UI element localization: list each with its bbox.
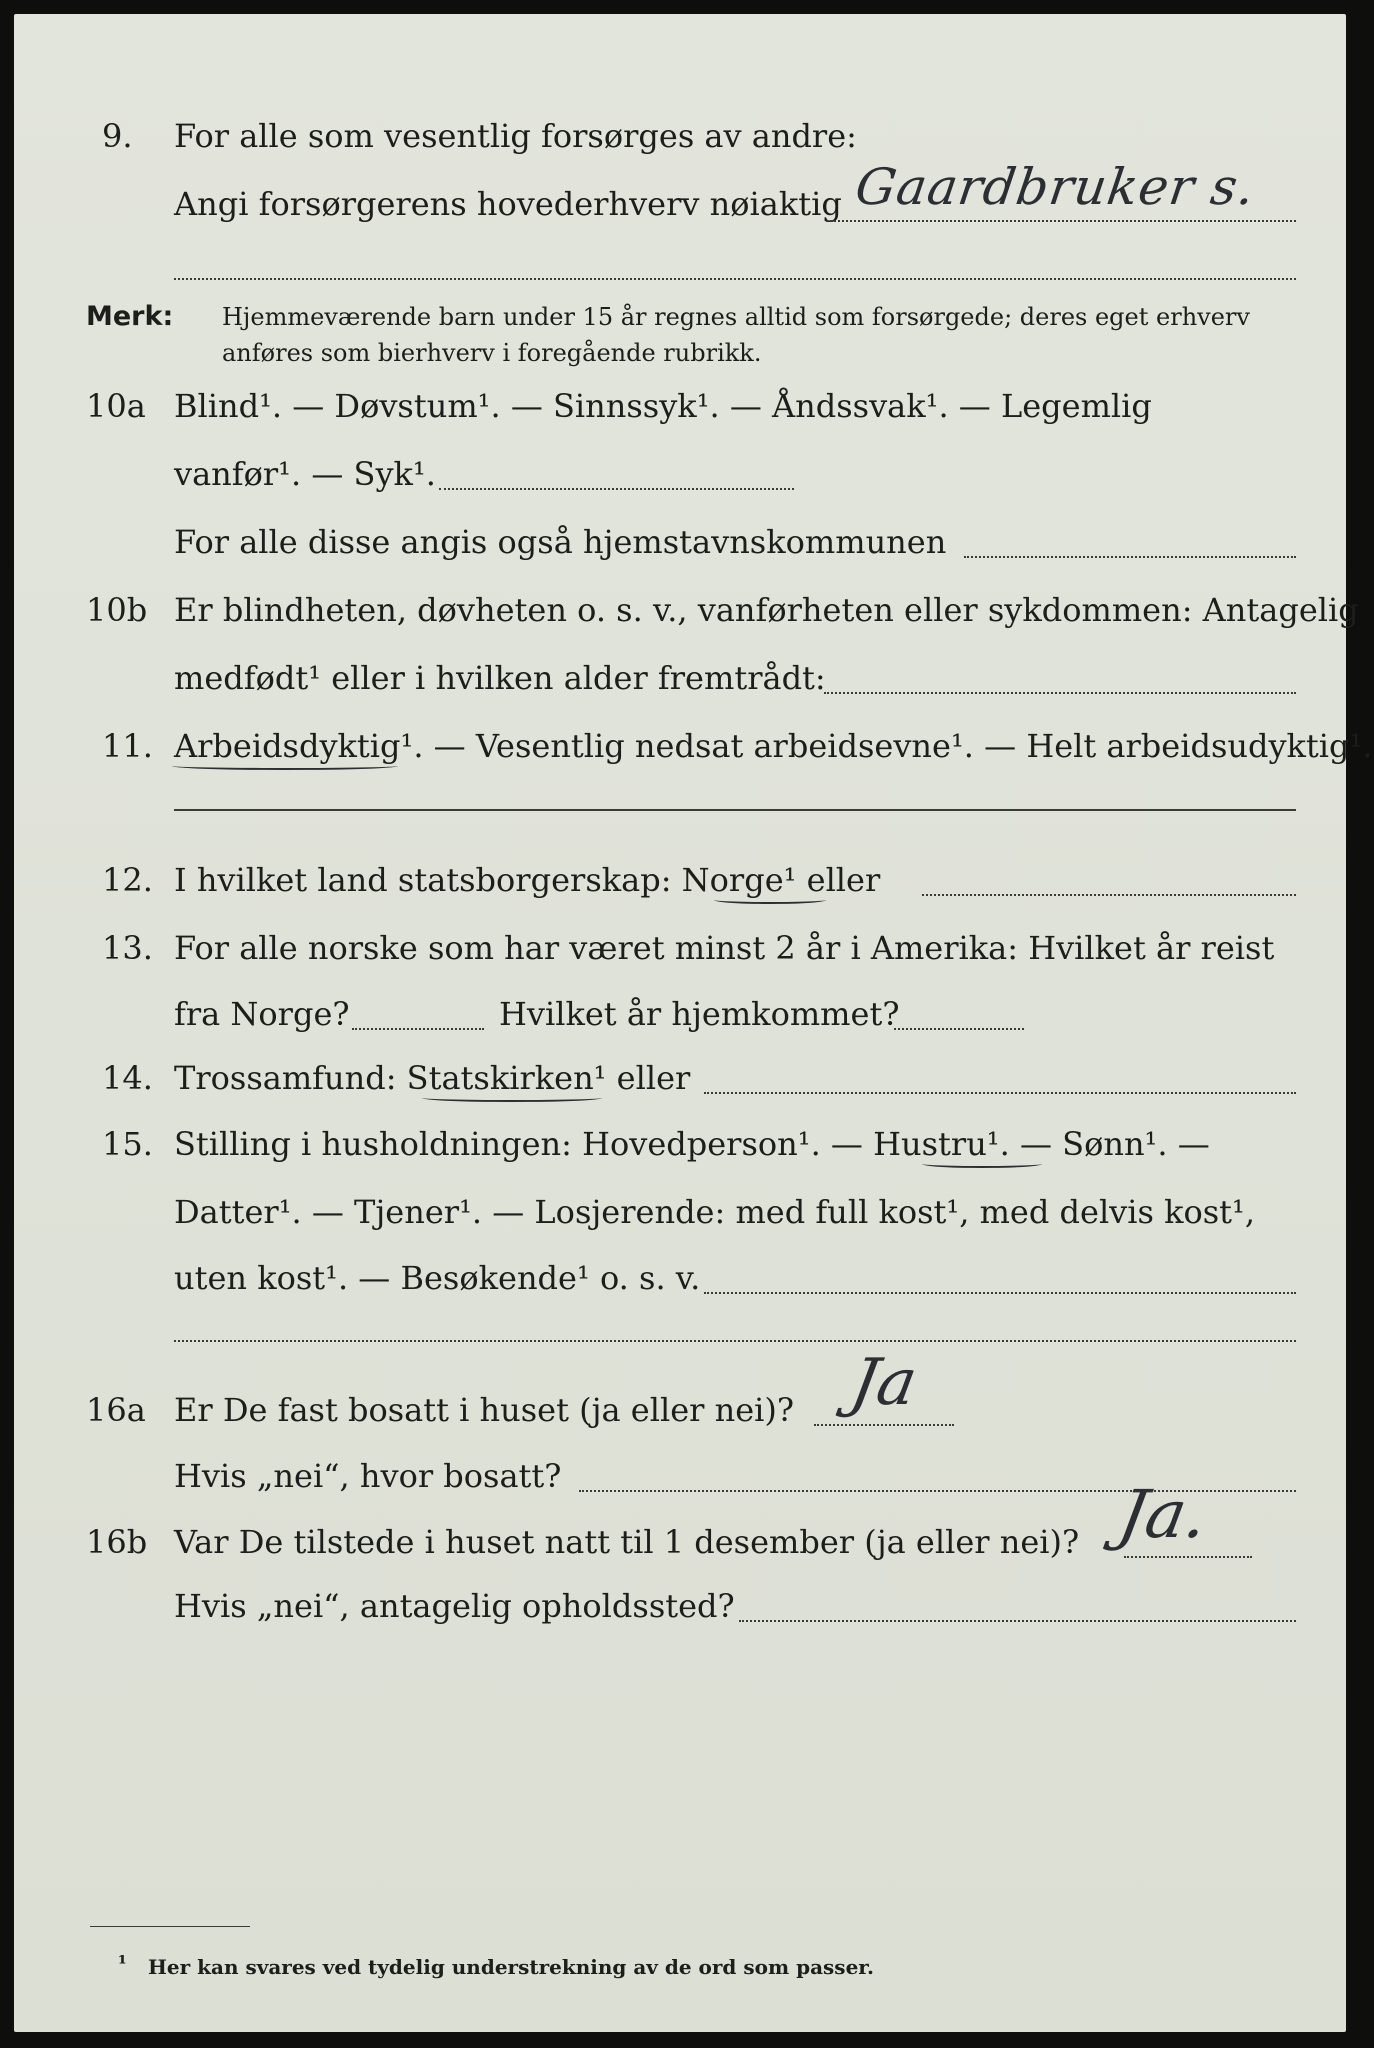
footnote-mark: ¹ (118, 1951, 127, 1975)
q16a-line1: Er De fast bosatt i huset (ja eller nei)? (174, 1391, 795, 1429)
q10a-number: 10a (86, 387, 146, 425)
q16b-line2: Hvis „nei“, antagelig opholdssted? (174, 1587, 735, 1625)
q11-separator-line (174, 809, 1296, 811)
footnote-text: Her kan svares ved tydelig understrekning av de ord som passer. (148, 1955, 874, 1979)
q10a-line1: Blind¹. — Døvstum¹. — Sinnssyk¹. — Åndssvak¹. — Legemlig (174, 387, 1152, 425)
q10b-line2: medfødt¹ eller i hvilken alder fremtrådt: (174, 659, 826, 697)
q14-statskirken-underline (422, 1094, 602, 1102)
q16b-opholdssted-line (739, 1620, 1296, 1622)
q14-line1: Trossamfund: Statskirken¹ eller (174, 1059, 691, 1097)
q12-norge-underline (714, 896, 826, 904)
q9-answer-line (826, 220, 1296, 222)
q10b-line1: Er blindheten, døvheten o. s. v., vanførheten eller sykdommen: Antagelig (174, 591, 1359, 629)
q16b-handwritten-answer: Ja. (1113, 1476, 1214, 1553)
q11-line1: Arbeidsdyktig¹. — Vesentlig nedsat arbeidsevne¹. — Helt arbeidsudyktig¹. (174, 727, 1373, 765)
q10a-line3: For alle disse angis også hjemstavnskommunen (174, 523, 947, 561)
q16a-handwritten-answer: Ja (845, 1346, 923, 1420)
q13-number: 13. (102, 929, 153, 967)
q11-number: 11. (102, 727, 153, 765)
q15-number: 15. (102, 1125, 153, 1163)
footnote-rule (90, 1926, 250, 1927)
q9-handwritten-answer: Gaardbruker s. (851, 158, 1259, 216)
merk-label: Merk: (86, 301, 174, 332)
q12-number: 12. (102, 861, 153, 899)
q13-line2a: fra Norge? (174, 995, 350, 1033)
q9-number: 9. (102, 117, 133, 155)
q10a-kommune-line (964, 556, 1296, 558)
q9-separator-line (174, 278, 1296, 280)
q9-line1: For alle som vesentlig forsørges av andre: (174, 117, 857, 155)
q16a-line2: Hvis „nei“, hvor bosatt? (174, 1457, 562, 1495)
q15-line3: uten kost¹. — Besøkende¹ o. s. v. (174, 1259, 701, 1297)
q12-line1: I hvilket land statsborgerskap: Norge¹ eller (174, 861, 881, 899)
q9-line2: Angi forsørgerens hovederhverv nøiaktig (174, 185, 842, 223)
q15-answer-line (704, 1292, 1296, 1294)
q14-answer-line (704, 1092, 1296, 1094)
merk-line1: Hjemmeværende barn under 15 år regnes alltid som forsørgede; deres eget erhverv (222, 303, 1250, 331)
q14-number: 14. (102, 1059, 153, 1097)
q16b-answer-line (1124, 1556, 1252, 1558)
q15-line2: Datter¹. — Tjener¹. — Losjerende: med full kost¹, med delvis kost¹, (174, 1193, 1256, 1231)
q10b-answer-line (824, 692, 1296, 694)
q15-line1: Stilling i husholdningen: Hovedperson¹. — Hustru¹. — Sønn¹. — (174, 1125, 1210, 1163)
q15-hustru-underline (922, 1160, 1042, 1168)
q10a-line2: vanfør¹. — Syk¹. (174, 455, 436, 493)
q15-separator-line (174, 1340, 1296, 1342)
q12-answer-line (922, 894, 1296, 896)
q11-arbeidsdyktig-underline (172, 762, 398, 770)
q13-reist-line (352, 1028, 484, 1030)
q13-hjemkommet-line (894, 1028, 1024, 1030)
merk-line2: anføres som bierhverv i foregående rubrikk. (222, 339, 762, 367)
q10b-number: 10b (86, 591, 148, 629)
q13-line2b: Hvilket år hjemkommet? (499, 995, 900, 1033)
q13-line1: For alle norske som har været minst 2 år i Amerika: Hvilket år reist (174, 929, 1275, 967)
q10a-syk-line (439, 488, 794, 490)
q16a-number: 16a (86, 1391, 146, 1429)
q16b-number: 16b (86, 1523, 148, 1561)
q16b-line1: Var De tilstede i huset natt til 1 desember (ja eller nei)? (174, 1523, 1080, 1561)
census-form-sheet (14, 14, 1373, 2032)
q16a-answer-line (814, 1424, 954, 1426)
